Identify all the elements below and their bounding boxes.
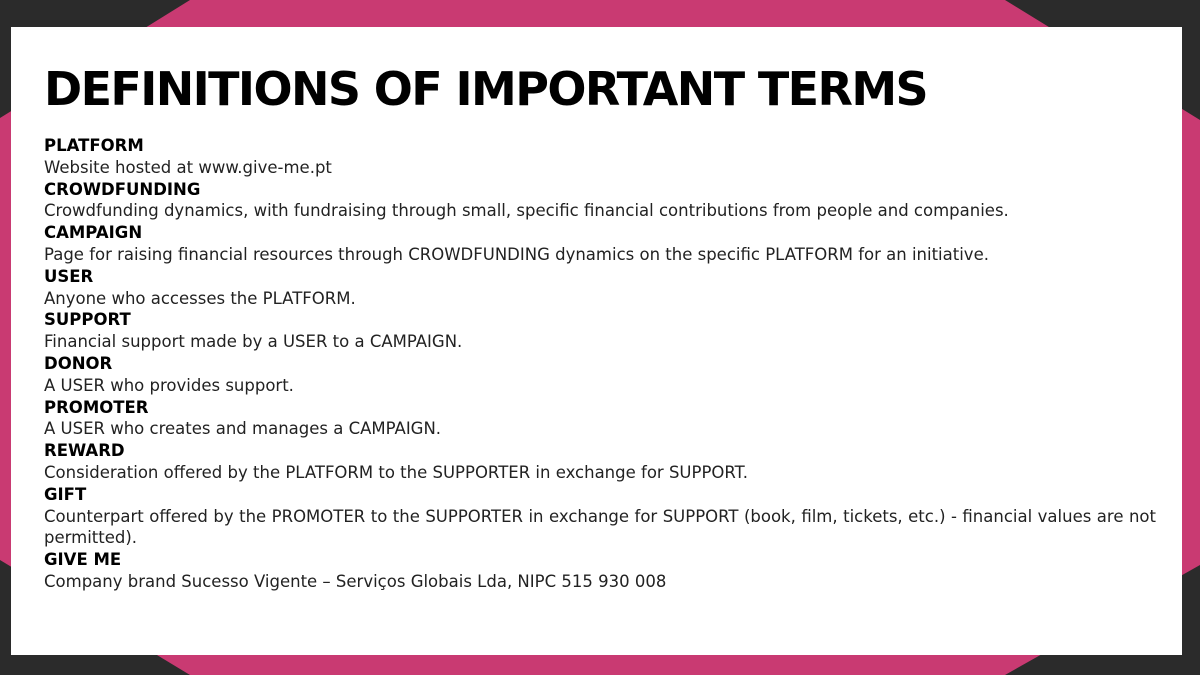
definition-desc-support: Financial support made by a USER to a CAMPAIGN. <box>44 332 463 352</box>
definition-desc-promoter: A USER who creates and manages a CAMPAIGN. <box>44 419 442 439</box>
content-card <box>11 27 1182 655</box>
slide-title: DEFINITIONS OF IMPORTANT TERMS <box>44 62 928 116</box>
definition-term-gift: GIFT <box>44 484 87 504</box>
definition-desc-give-me: Company brand Sucesso Vigente – Serviços Globais Lda, NIPC 515 930 008 <box>44 571 667 591</box>
definition-term-campaign: CAMPAIGN <box>44 223 143 243</box>
definition-desc-platform: Website hosted at www.give-me.pt <box>44 157 332 177</box>
definition-desc-gift: Counterpart offered by the PROMOTER to the SUPPORTER in exchange for SUPPORT (book, film, tickets, etc.) - financial values are not permitted). <box>44 506 1156 548</box>
definition-desc-user: Anyone who accesses the PLATFORM. <box>44 288 356 308</box>
definition-desc-reward: Consideration offered by the PLATFORM to the SUPPORTER in exchange for SUPPORT. <box>44 462 749 482</box>
definition-term-support: SUPPORT <box>44 310 131 330</box>
definition-desc-donor: A USER who provides support. <box>44 375 294 395</box>
definition-desc-crowdfunding: Crowdfunding dynamics, with fundraising through small, specific financial contributions from people and companies. <box>44 201 1009 221</box>
definition-term-platform: PLATFORM <box>44 136 144 155</box>
definition-term-give-me: GIVE ME <box>44 550 122 570</box>
definition-desc-campaign: Page for raising financial resources through CROWDFUNDING dynamics on the specific PLATFORM for an initiative. <box>44 244 989 264</box>
definition-term-donor: DONOR <box>44 353 113 373</box>
definition-term-user: USER <box>44 266 94 286</box>
definitions-list <box>44 135 1156 593</box>
definition-term-reward: REWARD <box>44 441 125 461</box>
definition-term-promoter: PROMOTER <box>44 397 149 417</box>
definition-term-crowdfunding: CROWDFUNDING <box>44 179 201 199</box>
